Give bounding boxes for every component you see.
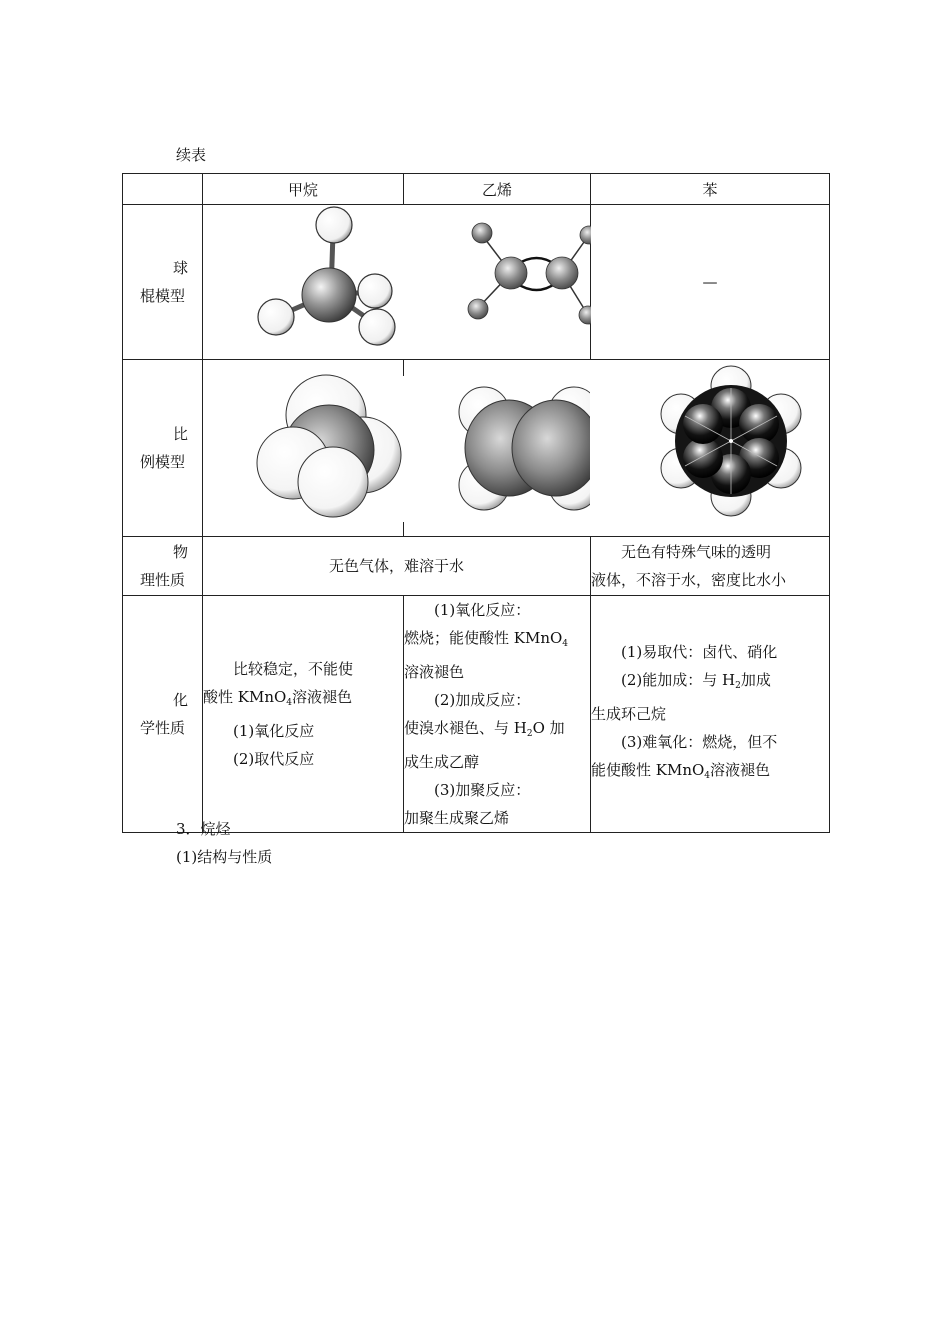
ball-model-row [123, 205, 830, 360]
table-caption: 续表 [176, 146, 207, 164]
header-row [123, 174, 830, 205]
header-methane: 甲烷 [203, 174, 404, 205]
fill-model-label: 比 例模型 [123, 360, 203, 537]
section-heading-alkanes: 3．烷烃 [176, 820, 231, 838]
chemical-property-label: 化 学性质 [123, 596, 203, 833]
subsection-structure-properties: (1)结构与性质 [176, 848, 273, 866]
methane-fill-model-cell [203, 360, 404, 537]
header-empty [123, 174, 203, 205]
ball-model-label: 球 棍模型 [123, 205, 203, 360]
chemical-property-row [123, 596, 830, 833]
benzene-ball-model-cell [591, 205, 830, 360]
ethylene-space-filling-model [404, 360, 591, 536]
hydrocarbon-comparison-table [122, 173, 830, 833]
header-ethylene: 乙烯 [404, 174, 591, 205]
methane-ball-stick-model [203, 205, 404, 359]
methane-ball-model-cell [203, 205, 404, 360]
not-applicable-dash: — [702, 273, 718, 291]
benzene-chemical-cell: (1)易取代：卤代、硝化 (2)能加成：与 $H_2$加成 生成环己烷 (3)难氧化：燃烧，但不 能使酸性 KMnO$_4$溶液褪色 [591, 596, 830, 833]
ethylene-fill-model-cell [404, 360, 591, 537]
header-benzene: 苯 [591, 174, 830, 205]
physical-property-row [123, 537, 830, 596]
methane-chemical-cell: 比较稳定，不能使 酸性 KMnO$_4$溶液褪色 (1)氧化反应 (2)取代反应 [203, 596, 404, 833]
ethylene-chemical-cell: (1)氧化反应： 燃烧；能使酸性 KMnO$_4$ 溶液褪色 (2)加成反应： 使溴水褪色、与 $H_2O$ 加 成生成乙醇 (3)加聚反应： 加聚生成聚乙烯 [404, 596, 591, 833]
fill-model-row [123, 360, 830, 537]
benzene-physical-cell: 无色有特殊气味的透明 液体，不溶于水，密度比水小 [591, 537, 830, 596]
ethylene-ball-model-cell [404, 205, 591, 360]
physical-property-label: 物 理性质 [123, 537, 203, 596]
benzene-fill-model-cell [591, 360, 830, 537]
methane-ethylene-physical-cell: 无色气体，难溶于水 [203, 537, 591, 596]
ethylene-ball-stick-model [404, 205, 591, 359]
methane-space-filling-model [203, 360, 404, 536]
benzene-space-filling-model [591, 360, 830, 536]
